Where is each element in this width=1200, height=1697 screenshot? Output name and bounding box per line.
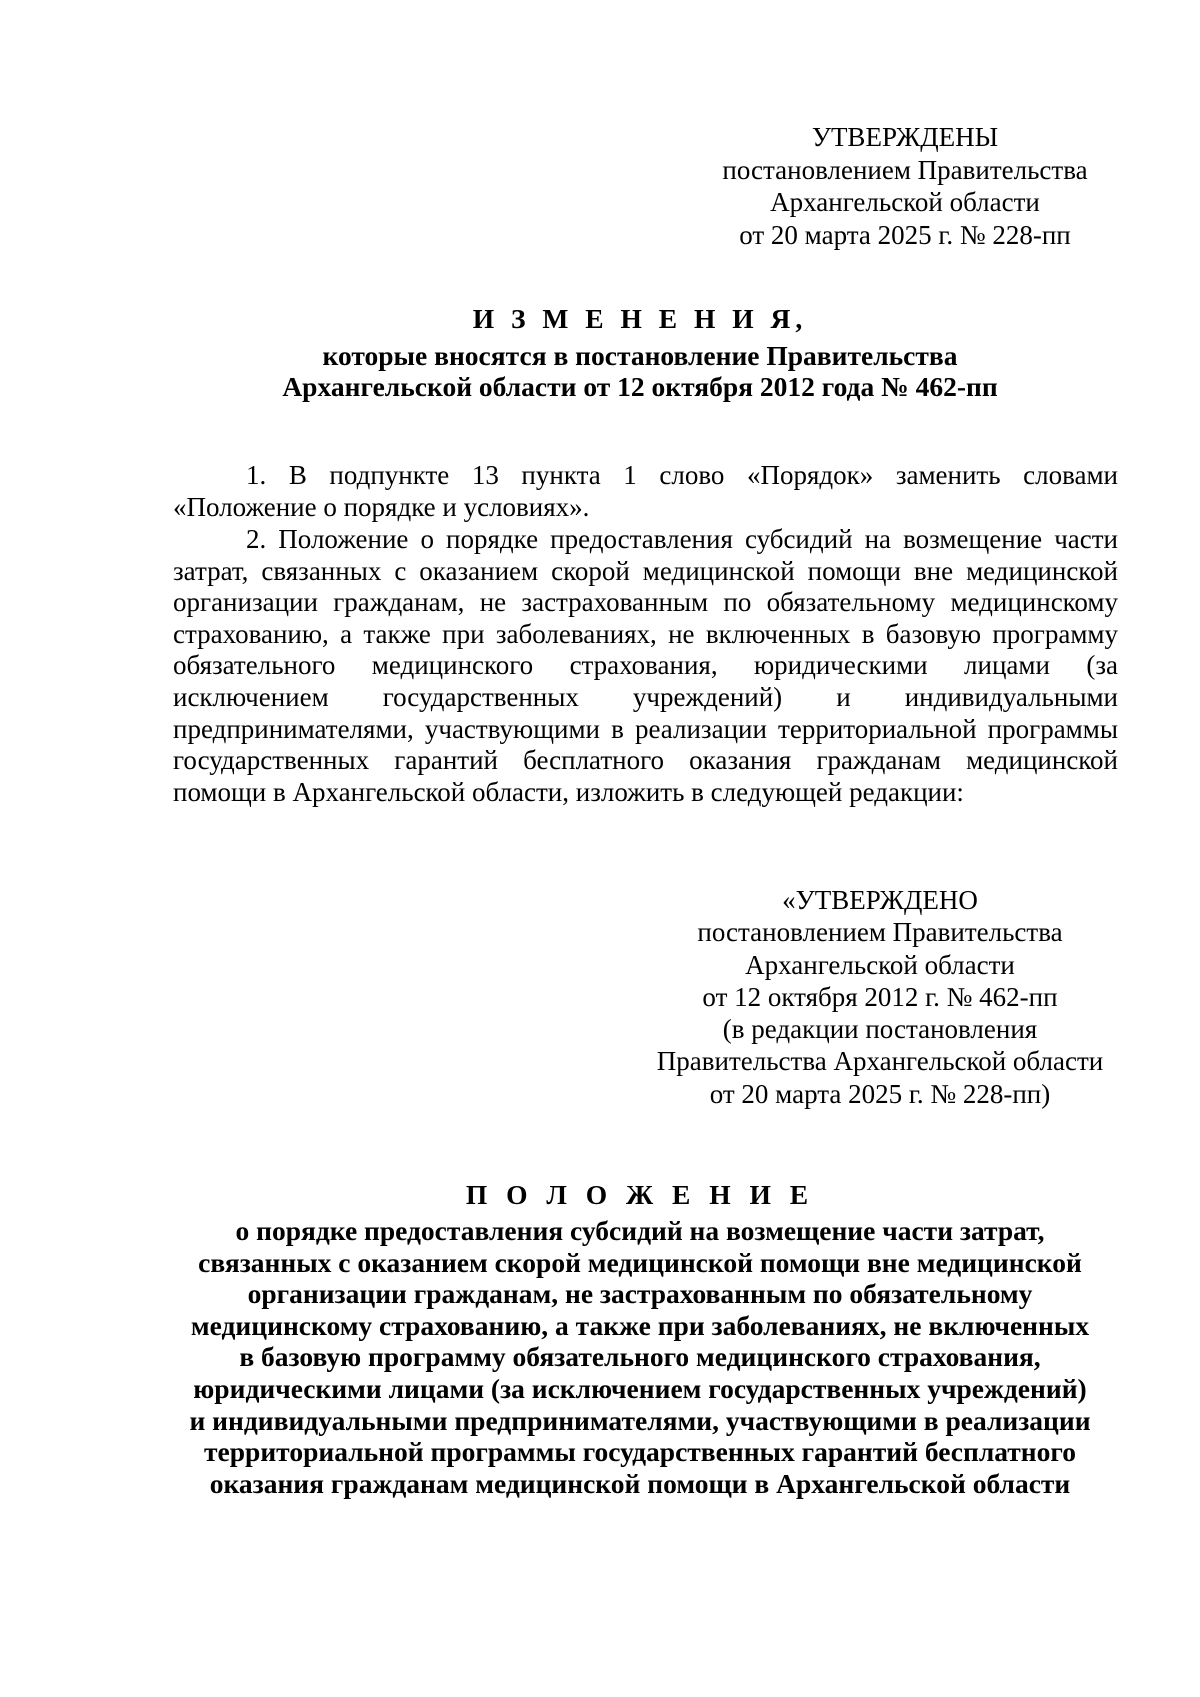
approval-title: УТВЕРЖДЕНЫ — [811, 122, 999, 152]
approval-quote-line: Архангельской области — [745, 949, 1015, 980]
approval-quote-line: постановлением Правительства — [697, 917, 1063, 948]
regulation-subtitle-line: и индивидуальными предпринимателями, участвующими в реализации — [189, 1404, 1091, 1436]
approval-quote-line: от 12 октября 2012 г. № 462-пп — [702, 981, 1058, 1012]
regulation-subtitle-line: юридическими лицами (за исключением государственных учреждений) — [193, 1372, 1087, 1404]
approval-line: постановлением Правительства — [722, 154, 1088, 185]
regulation-subtitle-line: оказания гражданам медицинской помощи в Архангельской области — [209, 1467, 1071, 1499]
approval-quote-block — [640, 884, 1120, 1110]
approval-quote-line: (в редакции постановления — [722, 1014, 1038, 1045]
approval-quote-title: «УТВЕРЖДЕНО — [782, 885, 978, 915]
approval-line: Архангельской области — [770, 187, 1040, 217]
regulation-subtitle-line: о порядке предоставления субсидий на возмещение части затрат, — [235, 1215, 1045, 1246]
paragraph-2: 2. Положение о порядке предоставления субсидий на возмещение части затрат, связанных с оказанием скорой медицинской помощи вне медицинской организации гражданам, не застрахованным по обязательному медицинскому страхованию, а также при заболеваниях, не включенных в базовую программу обязательного медицинского страхования, юридическими лицами (за исключением государственных учреждений) и индивидуальными предпринимателями, участвующими в реализации территориальной программы государственных гарантий бесплатного оказания гражданам медицинской помощи в Архангельской области, изложить в следующей редакции: — [173, 524, 1118, 807]
changes-subtitle — [170, 340, 1110, 402]
paragraph-1: 1. В подпункте 13 пункта 1 слово «Порядок» заменить словами «Положение о порядке и условиях». — [173, 460, 1118, 522]
regulation-subtitle-line: медицинскому страхованию, а также при заболеваниях, не включенных — [190, 1309, 1090, 1341]
changes-subtitle-line: Архангельской области от 12 октября 2012 года № 462-пп — [282, 371, 998, 402]
changes-subtitle-line: которые вносятся в постановление Правительства — [322, 340, 958, 371]
approval-date-number: от 20 марта 2025 г. № 228-пп — [739, 219, 1071, 250]
regulation-subtitle — [170, 1215, 1110, 1499]
regulation-subtitle-line: организации гражданам, не застрахованным по обязательному — [247, 1278, 1033, 1310]
regulation-subtitle-line: связанных с оказанием скорой медицинской помощи вне медицинской — [198, 1246, 1082, 1278]
regulation-subtitle-line: в базовую программу обязательного медицинского страхования, — [239, 1341, 1041, 1373]
regulation-title: П О Л О Ж Е Н И Е — [465, 1179, 815, 1210]
changes-title: И З М Е Н Е Н И Я, — [472, 303, 808, 334]
regulation-subtitle-line: территориальной программы государственных гарантий бесплатного — [204, 1436, 1076, 1468]
approval-stamp-block — [705, 121, 1105, 251]
approval-quote-line: Правительства Архангельской области — [656, 1046, 1104, 1077]
approval-quote-line: от 20 марта 2025 г. № 228-пп) — [709, 1078, 1051, 1109]
